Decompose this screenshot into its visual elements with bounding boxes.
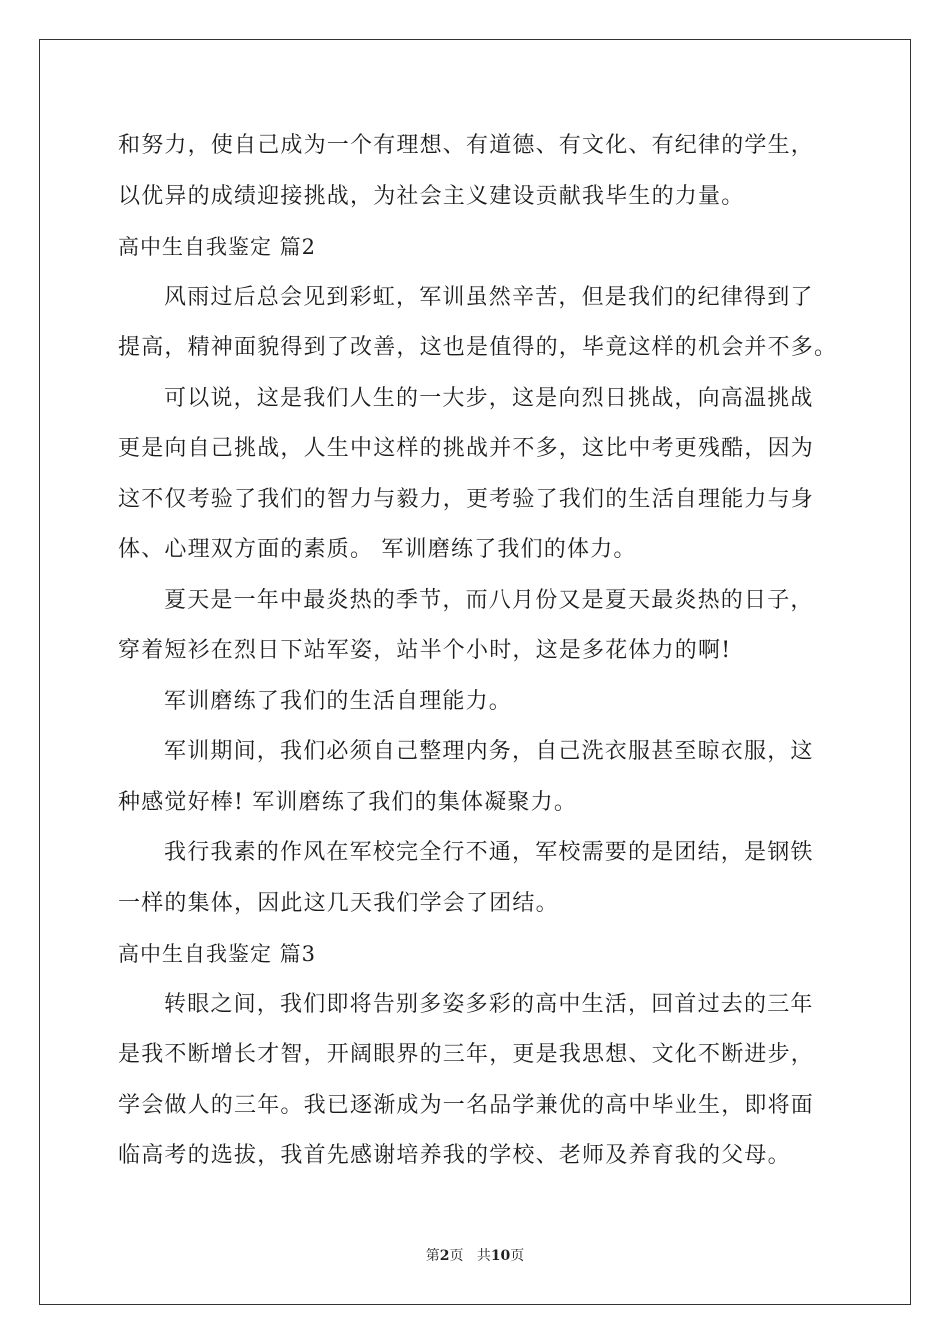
section-heading: 高中生自我鉴定 篇2 (118, 235, 317, 259)
text-line: 夏天是一年中最炎热的季节，而八月份又是夏天最炎热的日子， (164, 587, 814, 613)
text-line: 军训期间，我们必须自己整理内务，自己洗衣服甚至晾衣服，这 (164, 739, 814, 764)
footer-total-prefix: 共 (476, 1248, 491, 1264)
text-line: 和努力，使自己成为一个有理想、有道德、有文化、有纪律的学生， (118, 133, 815, 158)
text-line: 可以说，这是我们人生的一大步，这是向烈日挑战，向高温挑战 (164, 385, 814, 411)
text-line: 种感觉好棒! 军训磨练了我们的集体凝聚力。 (118, 789, 578, 815)
text-line: 是我不断增长才智，开阔眼界的三年，更是我思想、文化不断进步， (118, 1042, 815, 1067)
section-heading: 高中生自我鉴定 篇3 (118, 942, 317, 966)
text-line: 穿着短衫在烈日下站军姿，站半个小时，这是多花体力的啊! (118, 638, 732, 663)
text-line: 体、心理双方面的素质。 军训磨练了我们的体力。 (118, 537, 637, 562)
footer-total-suffix: 页 (510, 1248, 525, 1264)
text-line: 风雨过后总会见到彩虹，军训虽然辛苦，但是我们的纪律得到了 (164, 284, 814, 310)
text-line: 转眼之间，我们即将告别多姿多彩的高中生活，回首过去的三年 (164, 991, 814, 1017)
page-footer (0, 1246, 950, 1266)
text-line: 提高，精神面貌得到了改善，这也是值得的，毕竟这样的机会并不多。 (118, 335, 838, 360)
text-line: 这不仅考验了我们的智力与毅力，更考验了我们的生活自理能力与身 (118, 486, 815, 512)
footer-page-suffix: 页 (449, 1248, 464, 1264)
footer-total-pages: 10 (490, 1248, 511, 1264)
text-line: 一样的集体，因此这几天我们学会了团结。 (118, 890, 559, 916)
footer-page-prefix: 第 (425, 1248, 440, 1264)
text-line: 以优异的成绩迎接挑战，为社会主义建设贡献我毕生的力量。 (118, 183, 745, 209)
document-body (118, 128, 838, 1189)
text-line: 军训磨练了我们的生活自理能力。 (164, 688, 513, 714)
text-line: 更是向自己挑战，人生中这样的挑战并不多，这比中考更残酷，因为 (118, 436, 815, 461)
text-line: 我行我素的作风在军校完全行不通，军校需要的是团结，是钢铁 (164, 840, 814, 865)
text-line: 学会做人的三年。我已逐渐成为一名品学兼优的高中毕业生，即将面 (118, 1092, 815, 1118)
footer-page-number: 2 (439, 1248, 450, 1264)
text-line: 临高考的选拔，我首先感谢培养我的学校、老师及养育我的父母。 (118, 1143, 791, 1168)
